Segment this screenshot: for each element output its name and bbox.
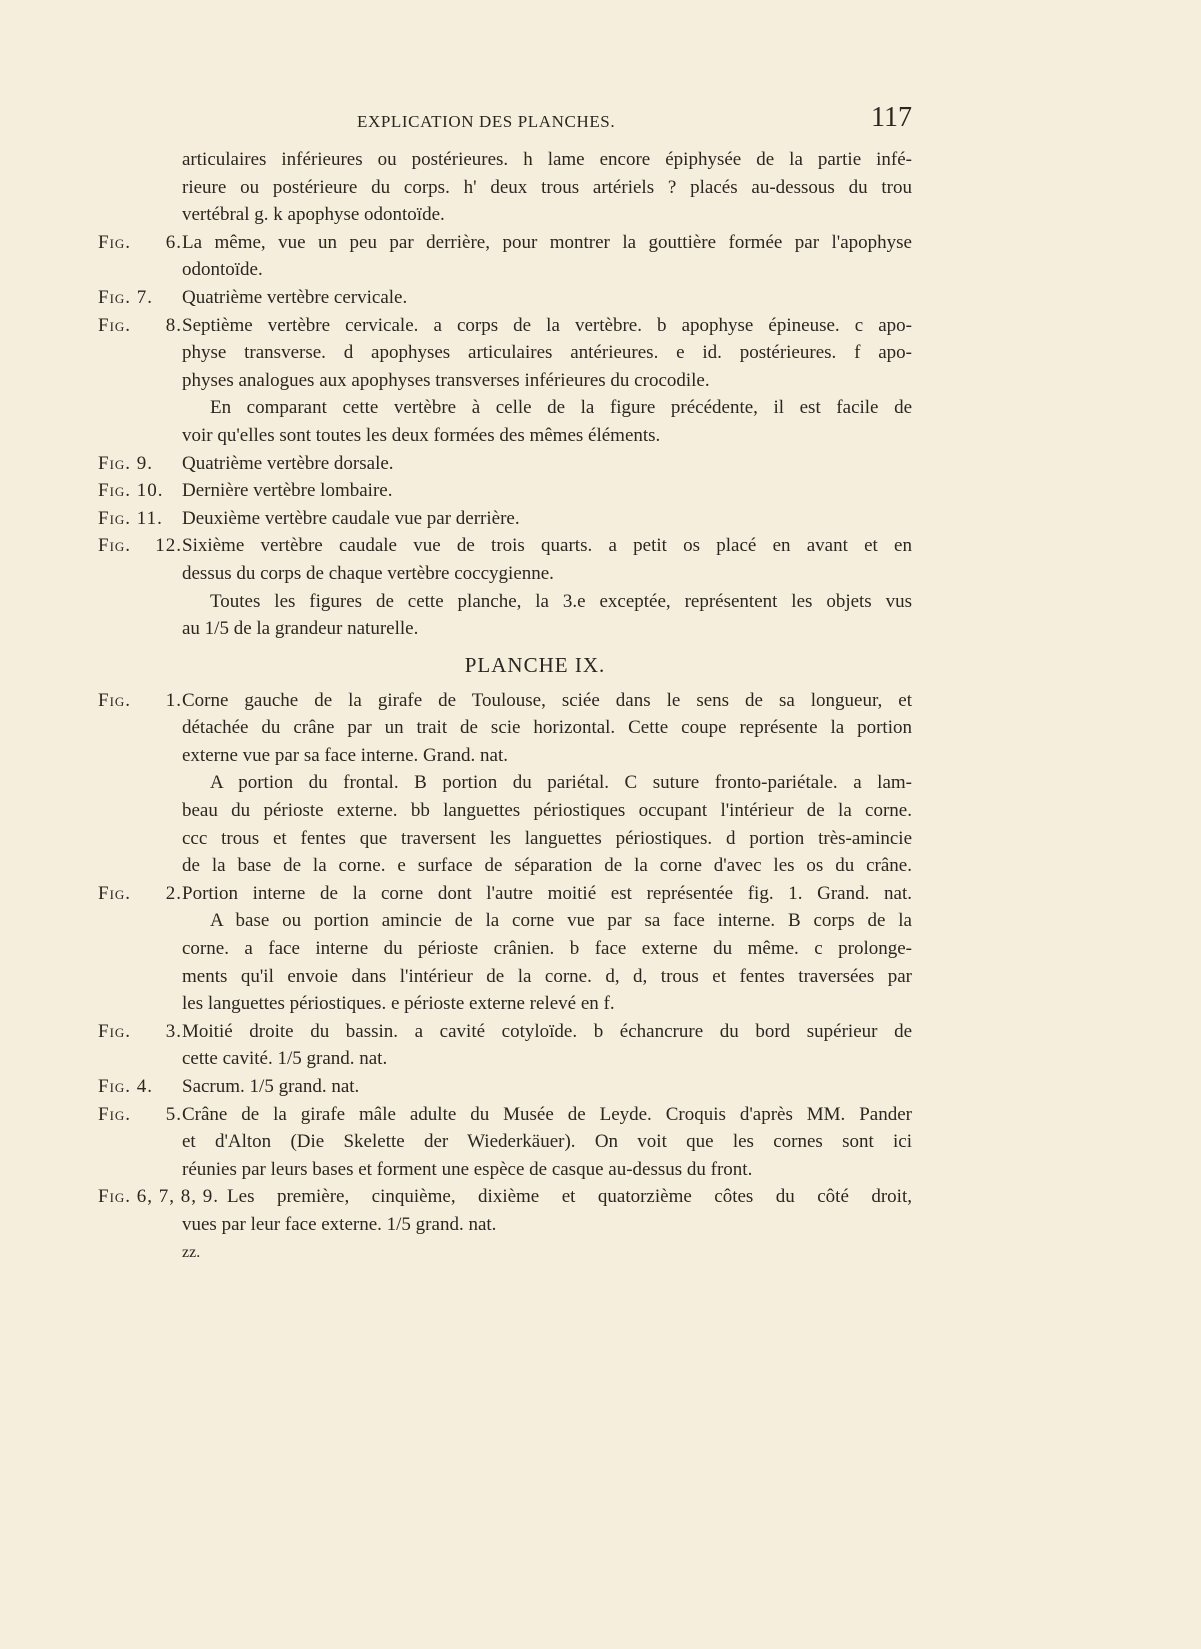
figure-entry-line	[98, 1101, 912, 1129]
line-text: au 1/5 de la grandeur naturelle.	[182, 618, 419, 640]
line-text: détachée du crâne par un trait de scie horizontal. Cette coupe représente la portion	[182, 717, 912, 739]
line-text: cette cavité. 1/5 grand. nat.	[182, 1048, 388, 1070]
body-text	[98, 146, 912, 1266]
line-text: vues par leur face externe. 1/5 grand. nat.	[182, 1213, 497, 1235]
line-text: A base ou portion amincie de la corne vue par sa face interne. B corps de la	[210, 910, 912, 932]
text-line	[98, 769, 912, 797]
line-text: Moitié droite du bassin. a cavité cotyloïde. b échancrure du bord supérieur de	[182, 1020, 912, 1042]
line-text: articulaires inférieures ou postérieures. h lame encore épiphysée de la partie infé-	[182, 149, 912, 170]
text-line	[98, 339, 912, 367]
figure-entry-line	[98, 284, 912, 312]
text-line	[98, 935, 912, 963]
line-text: Quatrième vertèbre dorsale.	[182, 452, 394, 474]
text-line	[98, 1045, 912, 1073]
figure-entry-line	[98, 1073, 912, 1101]
line-text: ments qu'il envoie dans l'intérieur de la corne. d, d, trous et fentes traversées par	[182, 965, 912, 987]
line-text: Septième vertèbre cervicale. a corps de la vertèbre. b apophyse épineuse. c apo-	[182, 314, 912, 336]
line-text: Les première, cinquième, dixième et quatorzième côtes du côté droit,	[227, 1186, 912, 1208]
line-text: les languettes périostiques. e périoste externe relevé en f.	[182, 993, 615, 1015]
figure-label: Fig. 11.	[98, 507, 163, 529]
text-line	[98, 742, 912, 770]
text-line	[98, 394, 912, 422]
line-text: externe vue par sa face interne. Grand. nat.	[182, 744, 508, 766]
line-text: voir qu'elles sont toutes les deux formées des mêmes éléments.	[182, 424, 661, 446]
figure-label: Fig. 7.	[98, 286, 154, 308]
text-line	[98, 422, 912, 450]
figure-entry-line	[98, 477, 912, 505]
line-text: physes analogues aux apophyses transverses inférieures du crocodile.	[182, 369, 710, 391]
text-line	[98, 1128, 912, 1156]
text-line	[98, 588, 912, 616]
line-text: Dernière vertèbre lombaire.	[182, 480, 393, 502]
line-text: Crâne de la girafe mâle adulte du Musée de Leyde. Croquis d'après MM. Pander	[182, 1103, 912, 1125]
figure-entry-line	[98, 532, 912, 560]
page-header	[182, 102, 912, 138]
text-line	[98, 963, 912, 991]
line-text: physe transverse. d apophyses articulaires antérieures. e id. postérieures. f apo-	[182, 342, 912, 364]
figure-label: Fig. 6.	[98, 231, 182, 253]
figure-entry-line	[98, 229, 912, 257]
line-text: Portion interne de la corne dont l'autre moitié est représentée fig. 1. Grand. nat.	[182, 882, 912, 904]
line-text: de la base de la corne. e surface de séparation de la corne d'avec les os du crâne.	[182, 855, 912, 877]
figure-entry-line	[98, 312, 912, 340]
line-text: réunies par leurs bases et forment une espèce de casque au-dessus du front.	[182, 1158, 753, 1180]
running-title: EXPLICATION DES PLANCHES.	[357, 112, 616, 131]
text-line	[98, 146, 912, 174]
figure-entry-line	[98, 1018, 912, 1046]
figure-label: Fig. 4.	[98, 1076, 154, 1097]
line-text: vertébral g. k apophyse odontoïde.	[182, 204, 445, 226]
figure-entry-line	[98, 1183, 912, 1211]
line-text: En comparant cette vertèbre à celle de la figure précédente, il est facile de	[210, 397, 912, 419]
figure-label: Fig. 1.	[98, 689, 182, 711]
text-line	[98, 560, 912, 588]
text-line	[98, 1156, 912, 1184]
line-text: A portion du frontal. B portion du pariétal. C suture fronto-pariétale. a lam-	[210, 772, 912, 794]
text-line	[98, 256, 912, 284]
line-text: Sixième vertèbre caudale vue de trois quarts. a petit os placé en avant et en	[182, 535, 912, 557]
line-text: La même, vue un peu par derrière, pour montrer la gouttière formée par l'apophyse	[182, 231, 912, 253]
page-number: 117	[871, 102, 912, 133]
figure-label: Fig. 6, 7, 8, 9.	[98, 1186, 220, 1208]
line-text: dessus du corps de chaque vertèbre coccygienne.	[182, 562, 554, 584]
figure-entry-line	[98, 450, 912, 478]
text-line	[98, 174, 912, 202]
line-text: Quatrième vertèbre cervicale.	[182, 286, 408, 308]
figure-label: Fig. 5.	[98, 1103, 182, 1125]
text-line	[98, 615, 912, 643]
figure-label: Fig. 9.	[98, 452, 154, 474]
signature-mark: zz.	[182, 1243, 201, 1261]
text-line	[98, 990, 912, 1018]
figure-entry-line	[98, 505, 912, 533]
figure-label: Fig. 12.	[98, 535, 182, 557]
text-line	[98, 1211, 912, 1239]
line-text: et d'Alton (Die Skelette der Wiederkäuer). On voit que les cornes sont ici	[182, 1131, 912, 1153]
line-text: Deuxième vertèbre caudale vue par derrière.	[182, 507, 520, 529]
text-line	[98, 797, 912, 825]
text-line	[98, 714, 912, 742]
line-text: beau du périoste externe. bb languettes périostiques occupant l'intérieur de la corne.	[182, 800, 912, 822]
line-text: Sacrum. 1/5 grand. nat.	[182, 1076, 360, 1097]
figure-label: Fig. 8.	[98, 314, 182, 336]
text-line	[98, 825, 912, 853]
line-text: corne. a face interne du périoste crânien. b face externe du même. c prolonge-	[182, 938, 912, 960]
text-line	[98, 852, 912, 880]
plate-heading: PLANCHE IX.	[464, 652, 606, 677]
figure-label: Fig. 3.	[98, 1020, 182, 1042]
text-line	[98, 367, 912, 395]
figure-label: Fig. 10.	[98, 480, 164, 502]
text-line	[98, 907, 912, 935]
line-text: ccc trous et fentes que traversent les languettes périostiques. d portion très-amincie	[182, 827, 912, 849]
line-text: Corne gauche de la girafe de Toulouse, sciée dans le sens de sa longueur, et	[182, 689, 912, 711]
figure-label: Fig. 2.	[98, 882, 182, 904]
figure-entry-line	[98, 687, 912, 715]
line-text: Toutes les figures de cette planche, la 3.e exceptée, représentent les objets vus	[210, 590, 912, 612]
text-line	[98, 201, 912, 229]
figure-entry-line	[98, 880, 912, 908]
line-text: odontoïde.	[182, 259, 263, 281]
line-text: rieure ou postérieure du corps. h' deux trous artériels ? placés au-dessous du trou	[182, 176, 912, 198]
